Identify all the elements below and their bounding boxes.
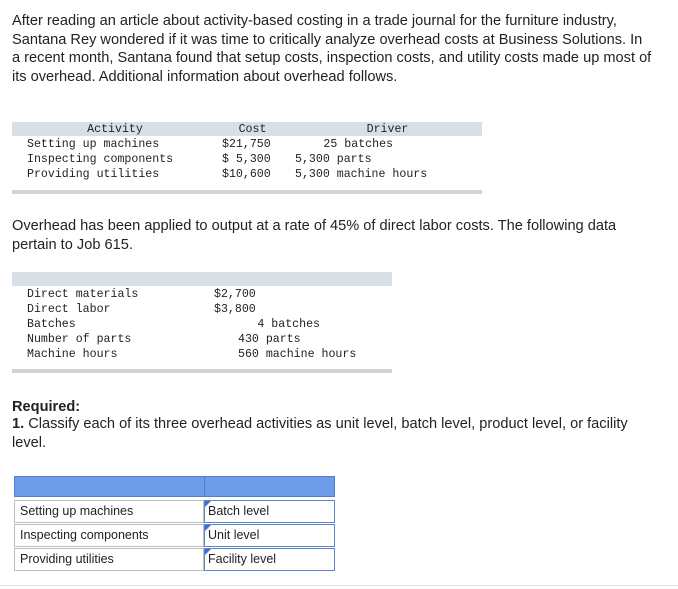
cost-header: Cost	[238, 123, 267, 136]
job-row-label: Batches	[27, 318, 76, 331]
classification-select-value: Batch level	[208, 504, 270, 518]
intro-paragraph: After reading an article about activity-based costing in a trade journal for the furniture industry, Santana Rey wondered if it was time to critically analyze overhead costs at Business Solutions. In a recent month, Santana found that setup costs, inspection costs, and utility costs made up most of its overhead. Additional information about overhead follows.	[12, 13, 652, 85]
answer-flag-icon	[205, 501, 211, 507]
answer-row-activity: Setting up machines	[14, 500, 204, 523]
activity-row-2-driver: 5,300 parts	[295, 153, 372, 166]
job-row-value: $2,700	[214, 288, 256, 301]
answer-table-header-classification	[204, 476, 335, 497]
activity-row-3-driver: 5,300 machine hours	[295, 168, 428, 181]
page-bottom-divider	[0, 585, 678, 586]
required-heading: Required:	[12, 399, 81, 415]
activity-header: Activity	[87, 123, 143, 136]
classification-select-setup[interactable]	[204, 500, 335, 523]
job-row-value: 430 parts	[238, 333, 301, 346]
answer-flag-icon	[205, 525, 211, 531]
job-row-value: $3,800	[214, 303, 256, 316]
required-item-text: Classify each of its three overhead activities as unit level, batch level, product level, or facility level.	[12, 416, 628, 451]
required-item-number: 1.	[12, 416, 25, 432]
classification-select-utilities[interactable]	[204, 548, 335, 571]
job-table-bottom-rule	[12, 369, 392, 373]
activity-row-1-name: Setting up machines	[27, 138, 160, 151]
activity-row-2-name: Inspecting components	[27, 153, 174, 166]
driver-header: Driver	[366, 123, 409, 136]
classification-select-inspecting[interactable]	[204, 524, 335, 547]
job-row-label: Number of parts	[27, 333, 132, 346]
activity-row-1-driver: 25 batches	[323, 138, 393, 151]
job-row-label: Direct labor	[27, 303, 111, 316]
job-row-label: Machine hours	[27, 348, 118, 361]
activity-row-3-cost: $10,600	[222, 168, 271, 181]
job-table-header-bar	[12, 272, 392, 286]
overhead-paragraph: Overhead has been applied to output at a rate of 45% of direct labor costs. The following data pertain to Job 615.	[12, 218, 617, 253]
answer-row-activity: Inspecting components	[14, 524, 204, 547]
answer-table-header-activity	[14, 476, 205, 497]
job-row-value: 4 batches	[257, 318, 320, 331]
activity-row-2-cost: $ 5,300	[222, 153, 271, 166]
answer-row-activity: Providing utilities	[14, 548, 204, 571]
classification-select-value: Unit level	[208, 528, 260, 542]
required-item	[12, 415, 652, 452]
answer-flag-icon	[205, 549, 211, 555]
activity-table-bottom-rule	[12, 190, 482, 194]
classification-select-value: Facility level	[208, 552, 277, 566]
activity-row-3-name: Providing utilities	[27, 168, 160, 181]
job-row-value: 560 machine hours	[238, 348, 357, 361]
job-row-label: Direct materials	[27, 288, 139, 301]
activity-row-1-cost: $21,750	[222, 138, 271, 151]
